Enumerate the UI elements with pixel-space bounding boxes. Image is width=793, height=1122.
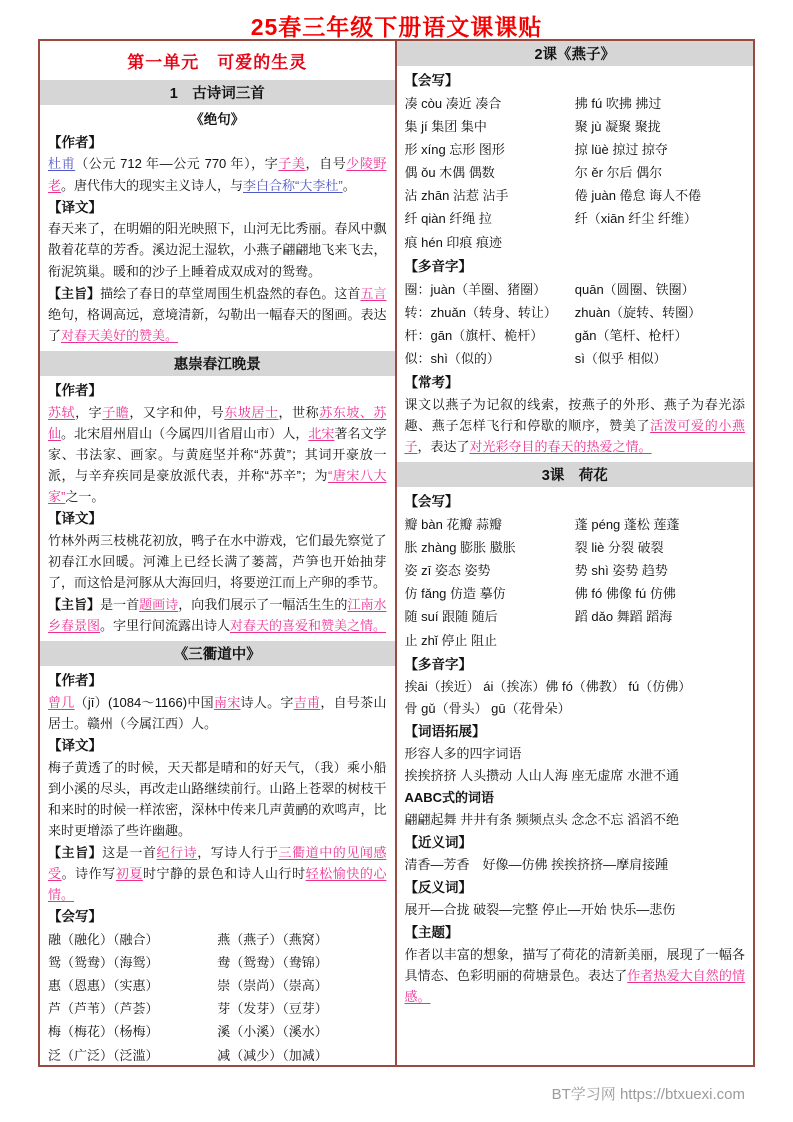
word-row: [48, 951, 387, 974]
word-entry: 鸳（鸳鸯）（海鸳）: [48, 955, 159, 970]
highlighted-text-pink: 江南水乡春景图: [48, 596, 387, 633]
word-entry: 姿 zī 姿态 姿势: [404, 563, 491, 579]
section-label: 【多音字】: [404, 258, 472, 274]
word-entry: 掠 lüè 掠过 掠夺: [574, 142, 668, 158]
word-row: [405, 278, 746, 301]
word-row: [405, 582, 746, 605]
word-row: [405, 115, 746, 138]
section-label: 【反义词】: [404, 879, 472, 895]
doc-frame: [38, 39, 755, 1067]
highlighted-text-pink: 作者热爱大自然的情感。: [404, 967, 745, 1004]
paragraph: [48, 218, 387, 281]
text-segment: ，自号: [305, 156, 347, 172]
highlighted-text-pink: 南宋: [213, 694, 241, 710]
word-entry: 势 shì 姿势 趋势: [574, 563, 668, 579]
section-label: 【作者】: [48, 382, 102, 398]
text-segment: ，世称: [278, 404, 320, 420]
text-segment: 。诗作写: [61, 865, 116, 881]
highlighted-text-blue: 杜甫: [48, 156, 76, 172]
lesson-header-bar: 《三衢道中》: [40, 641, 395, 666]
highlighted-text-pink: 初夏: [115, 865, 143, 881]
word-list: [405, 278, 746, 371]
paragraph: [48, 594, 387, 636]
word-row: [405, 536, 746, 559]
text-segment: 是一首: [100, 596, 140, 612]
text-segment: 展开—合拢 破裂—完整 停止—开始 快乐—悲伤: [404, 901, 676, 917]
text-segment: ，自号茶山居士。赣州（今属江西）人。: [48, 694, 387, 731]
text-segment: 翩翩起舞 井井有条 频频点头 念念不忘 滔滔不绝: [404, 811, 679, 827]
highlighted-text-pink: 吉甫: [293, 694, 321, 710]
bold-label: 【主旨】: [48, 844, 103, 860]
word-entry: 拂 fú 吹拂 拂过: [574, 95, 662, 111]
word-row: [405, 184, 746, 207]
paragraph: [405, 944, 746, 1007]
highlighted-text-pink: 北宋: [308, 425, 335, 441]
word-entry: 痕 hén 印痕 痕迹: [404, 234, 503, 250]
word-row: [405, 301, 746, 324]
paragraph: [48, 692, 387, 734]
word-entry: 随 suí 跟随 随后: [404, 609, 498, 625]
text-segment: 骨 gǔ（骨头） gū（花骨朵）: [404, 700, 571, 716]
word-row: [405, 347, 746, 370]
highlighted-text-pink: 题画诗: [139, 596, 179, 612]
section-label: 【译文】: [48, 199, 102, 215]
right-column: [397, 41, 754, 1065]
word-row: [48, 974, 387, 997]
word-entry: 尔 ěr 尔后 偶尔: [574, 165, 663, 181]
unit-title: 第一单元 可爱的生灵: [127, 53, 308, 72]
word-entry: gǎn（笔杆、枪杆）: [574, 327, 688, 343]
bold-label: 【主旨】: [48, 596, 101, 612]
section-label: 【词语拓展】: [404, 723, 486, 739]
word-entry: 转：zhuǎn（转身、转让）: [404, 304, 557, 320]
text-segment: 。字里行间流露出诗人: [100, 617, 231, 633]
word-entry: 溪（小溪）（溪水）: [217, 1024, 328, 1040]
text-segment: 。: [342, 177, 356, 193]
word-entry: 沾 zhān 沾惹 沾手: [404, 188, 509, 204]
text-line: [405, 787, 746, 809]
text-segment: 诗人。字: [240, 694, 294, 710]
highlighted-text-pink: 东坡居士: [224, 404, 279, 420]
text-segment: 课文以燕子为记叙的线索，按燕子的外形、燕子为春光添趣、燕子怎样飞行和停歇的顺序，赞美了: [404, 396, 745, 433]
section-label: 【主题】: [404, 924, 459, 940]
word-entry: 胀 zhàng 膨胀 臌胀: [404, 540, 516, 556]
word-row: [405, 207, 746, 230]
word-entry: 形 xíng 忘形 图形: [404, 142, 505, 158]
word-entry: 梅（梅花）（杨梅）: [48, 1024, 159, 1040]
highlighted-text-pink: 对光彩夺目的春天的热爱之情。: [469, 439, 652, 455]
text-line: [405, 698, 746, 720]
text-segment: 绝句，格调高远，意境清新，勾勒出一幅春天的图画。表达了: [48, 306, 387, 343]
text-segment: 。唐代伟大的现实主义诗人，与: [61, 177, 244, 193]
word-entry: 燕（燕子）（燕窝）: [217, 931, 328, 947]
word-entry: 纤（xiān 纤尘 纤维）: [574, 211, 697, 227]
text-line: [405, 854, 746, 876]
text-line: [405, 765, 746, 787]
highlighted-text-pink: 对春天的喜爱和赞美之情。: [230, 617, 387, 633]
word-entry: 崇（崇尚）（崇高）: [217, 978, 328, 994]
word-entry: 惠（恩惠）（实惠）: [48, 978, 159, 994]
highlighted-text-pink: 活泼可爱的小燕子: [404, 418, 745, 455]
footer-url-link[interactable]: https://btxuexi.com: [619, 1086, 745, 1103]
lesson-header-bar: 3课 荷花: [397, 462, 754, 487]
highlighted-text-pink: 三衢道中的见闻感受: [48, 844, 387, 881]
text-segment: 作者以丰富的想象，描写了荷花的清新美丽，展现了一幅各具情态、色彩明丽的荷塘景色。表达了: [404, 946, 745, 983]
word-row: [405, 92, 746, 115]
section-label: 【译文】: [48, 737, 102, 753]
word-row: [48, 1044, 387, 1066]
text-segment: 挨挨挤挤 人头攒动 人山人海 座无虚席 水泄不通: [404, 767, 679, 783]
bold-label: AABC式的词语: [404, 789, 495, 805]
highlighted-text-pink: 轻松愉快的心情。: [48, 865, 387, 902]
highlighted-text-pink: 子瞻: [102, 404, 130, 420]
word-entry: 裂 liè 分裂 破裂: [574, 540, 664, 556]
text-segment: 。北宋眉州眉山（今属四川省眉山市）人，: [61, 425, 309, 441]
text-segment: （jī）(1084～1166)中国: [74, 694, 214, 710]
text-segment: ，写诗人行于: [197, 844, 279, 860]
bold-label: 【主旨】: [48, 285, 101, 301]
word-entry: [575, 231, 745, 254]
paragraph: [48, 842, 387, 905]
highlighted-text-blue: 李白合称“大李杜”: [243, 177, 343, 193]
word-list: [405, 92, 746, 254]
poem-title: 《绝句》: [190, 112, 245, 127]
paragraph: [48, 283, 387, 346]
word-row: [405, 231, 746, 254]
highlighted-text-pink: 对春天美好的赞美。: [61, 327, 179, 343]
highlighted-text-pink: 纪行诗: [156, 844, 198, 860]
footer-site-name: BT学习网: [551, 1086, 616, 1103]
paragraph: [48, 757, 387, 841]
text-line: [405, 899, 746, 921]
word-entry: 倦 juàn 倦怠 诲人不倦: [574, 188, 702, 204]
highlighted-text-pink: 少陵野老: [48, 156, 387, 193]
section-label: 【作者】: [48, 672, 102, 688]
page-title: 25春三年级下册语文课课贴: [250, 14, 543, 40]
word-entry: sì（似乎 相似）: [574, 350, 667, 366]
word-row: [405, 559, 746, 582]
text-segment: 竹林外两三枝桃花初放，鸭子在水中游戏，它们最先察觉了初春江水回暖。河滩上已经长满了蒌蒿，芦笋也开始抽芽了，而这恰是河豚从大海回归，将要逆江而上产卵的季节。: [48, 532, 387, 590]
text-segment: ，字: [75, 404, 103, 420]
section-label: 【常考】: [404, 375, 459, 391]
highlighted-text-pink: 五言: [360, 285, 387, 301]
word-entry: 蓬 péng 蓬松 莲蓬: [574, 516, 680, 532]
word-list: [405, 513, 746, 652]
text-segment: 描绘了春日的草堂周围生机盎然的春色。这首: [100, 285, 361, 301]
word-entry: 仿 fǎng 仿造 摹仿: [404, 586, 506, 602]
text-segment: （公元 712 年—公元 770 年），字: [75, 156, 279, 172]
word-row: [405, 138, 746, 161]
word-row: [405, 513, 746, 536]
word-entry: 纤 qiàn 纤绳 拉: [404, 211, 492, 227]
lesson-header-bar: 2课《燕子》: [397, 41, 754, 66]
text-segment: 著名文学家、书法家、画家。与黄庭坚并称“苏黄”；其词开豪放一派，与辛弃疾同是豪放派代表，并称“苏辛”；为: [48, 425, 387, 483]
word-entry: 鸯（鸳鸯）（鸯锦）: [217, 955, 328, 970]
lesson-header-bar: 惠崇春江晚景: [40, 351, 395, 376]
text-segment: 春天来了，在明媚的阳光映照下，山河无比秀丽。春风中飘散着花草的芳香。溪边泥土湿软，小燕子翩翩地飞来飞去，衔泥筑巢。暖和的沙子上睡着成双成对的鸳鸯。: [48, 221, 387, 279]
left-column: [40, 41, 397, 1065]
text-line: [405, 743, 746, 765]
word-row: [48, 997, 387, 1020]
text-segment: 这是一首: [102, 844, 157, 860]
highlighted-text-pink: “唐宋八大家”: [48, 467, 387, 504]
text-segment: 挨āi（挨近） ái（挨冻）佛 fó（佛教） fú（仿佛）: [404, 678, 692, 694]
word-entry: 芦（芦苇）（芦荟）: [48, 1001, 159, 1017]
word-entry: 芽（发芽）（豆芽）: [217, 1001, 328, 1017]
footer: [0, 1083, 745, 1104]
text-line: [405, 809, 746, 831]
word-list: [48, 928, 387, 1065]
word-entry: 圈：juàn（羊圈、猪圈）: [404, 281, 547, 297]
text-segment: ，又字和仲，号: [129, 404, 225, 420]
text-line: [405, 676, 746, 698]
word-row: [405, 161, 746, 184]
text-segment: 之一。: [65, 488, 105, 504]
word-entry: 蹈 dǎo 舞蹈 蹈海: [574, 609, 673, 625]
word-row: [405, 324, 746, 347]
text-segment: ，向我们展示了一幅活生生的: [178, 596, 348, 612]
word-row: [405, 629, 746, 652]
word-entry: 佛 fó 佛像 fú 仿佛: [574, 586, 676, 602]
section-label: 【多音字】: [404, 656, 472, 672]
paragraph: [405, 394, 746, 457]
word-entry: quān（圆圈、铁圈）: [574, 281, 695, 297]
word-entry: [575, 629, 745, 652]
word-entry: 偶 ǒu 木偶 偶数: [404, 165, 495, 181]
highlighted-text-pink: 曾几: [48, 694, 75, 710]
section-label: 【作者】: [48, 134, 102, 150]
word-entry: 集 jí 集团 集中: [404, 118, 487, 134]
word-entry: 减（减少）（加减）: [217, 1047, 328, 1063]
word-entry: 似：shì（似的）: [404, 350, 500, 366]
highlighted-text-pink: 苏东坡、苏仙: [48, 404, 387, 441]
word-row: [48, 1020, 387, 1043]
text-segment: 时宁静的景色和诗人山行时: [142, 865, 306, 881]
section-label: 【会写】: [48, 909, 102, 925]
highlighted-text-pink: 苏轼: [48, 404, 76, 420]
word-entry: 凑 còu 凑近 凑合: [404, 95, 502, 111]
section-label: 【译文】: [48, 510, 102, 526]
word-entry: 融（融化）（融合）: [48, 931, 159, 947]
paragraph: [48, 530, 387, 593]
word-entry: zhuàn（旋转、转圈）: [574, 304, 702, 320]
word-row: [48, 928, 387, 951]
section-label: 【近义词】: [404, 834, 472, 850]
paragraph: [48, 402, 387, 507]
word-entry: 泛（广泛）（泛滥）: [48, 1047, 159, 1063]
word-entry: 聚 jù 凝聚 聚拢: [574, 118, 661, 134]
text-segment: 梅子黄透了的时候，天天都是晴和的好天气，（我）乘小船到小溪的尽头，再改走山路继续前行。山路上苍翠的树枝干和来时的时候一样浓密，深林中传来几声黄鹂的欢鸣声，比来时更增添了些许幽趣。: [48, 759, 387, 838]
word-entry: 止 zhǐ 停止 阻止: [404, 632, 497, 648]
section-label: 【会写】: [404, 494, 459, 510]
text-segment: 清香—芳香 好像—仿佛 挨挨挤挤—摩肩接踵: [404, 856, 669, 872]
word-entry: 杆：gān（旗杆、桅杆）: [404, 327, 544, 343]
word-row: [405, 605, 746, 628]
highlighted-text-pink: 子美: [278, 156, 306, 172]
lesson-header-bar: 1 古诗词三首: [40, 80, 395, 105]
word-entry: 瓣 bàn 花瓣 蒜瓣: [404, 516, 503, 532]
text-segment: 形容人多的四字词语: [404, 745, 522, 761]
paragraph: [48, 153, 387, 195]
section-label: 【会写】: [404, 73, 459, 88]
text-segment: ，表达了: [417, 439, 470, 455]
